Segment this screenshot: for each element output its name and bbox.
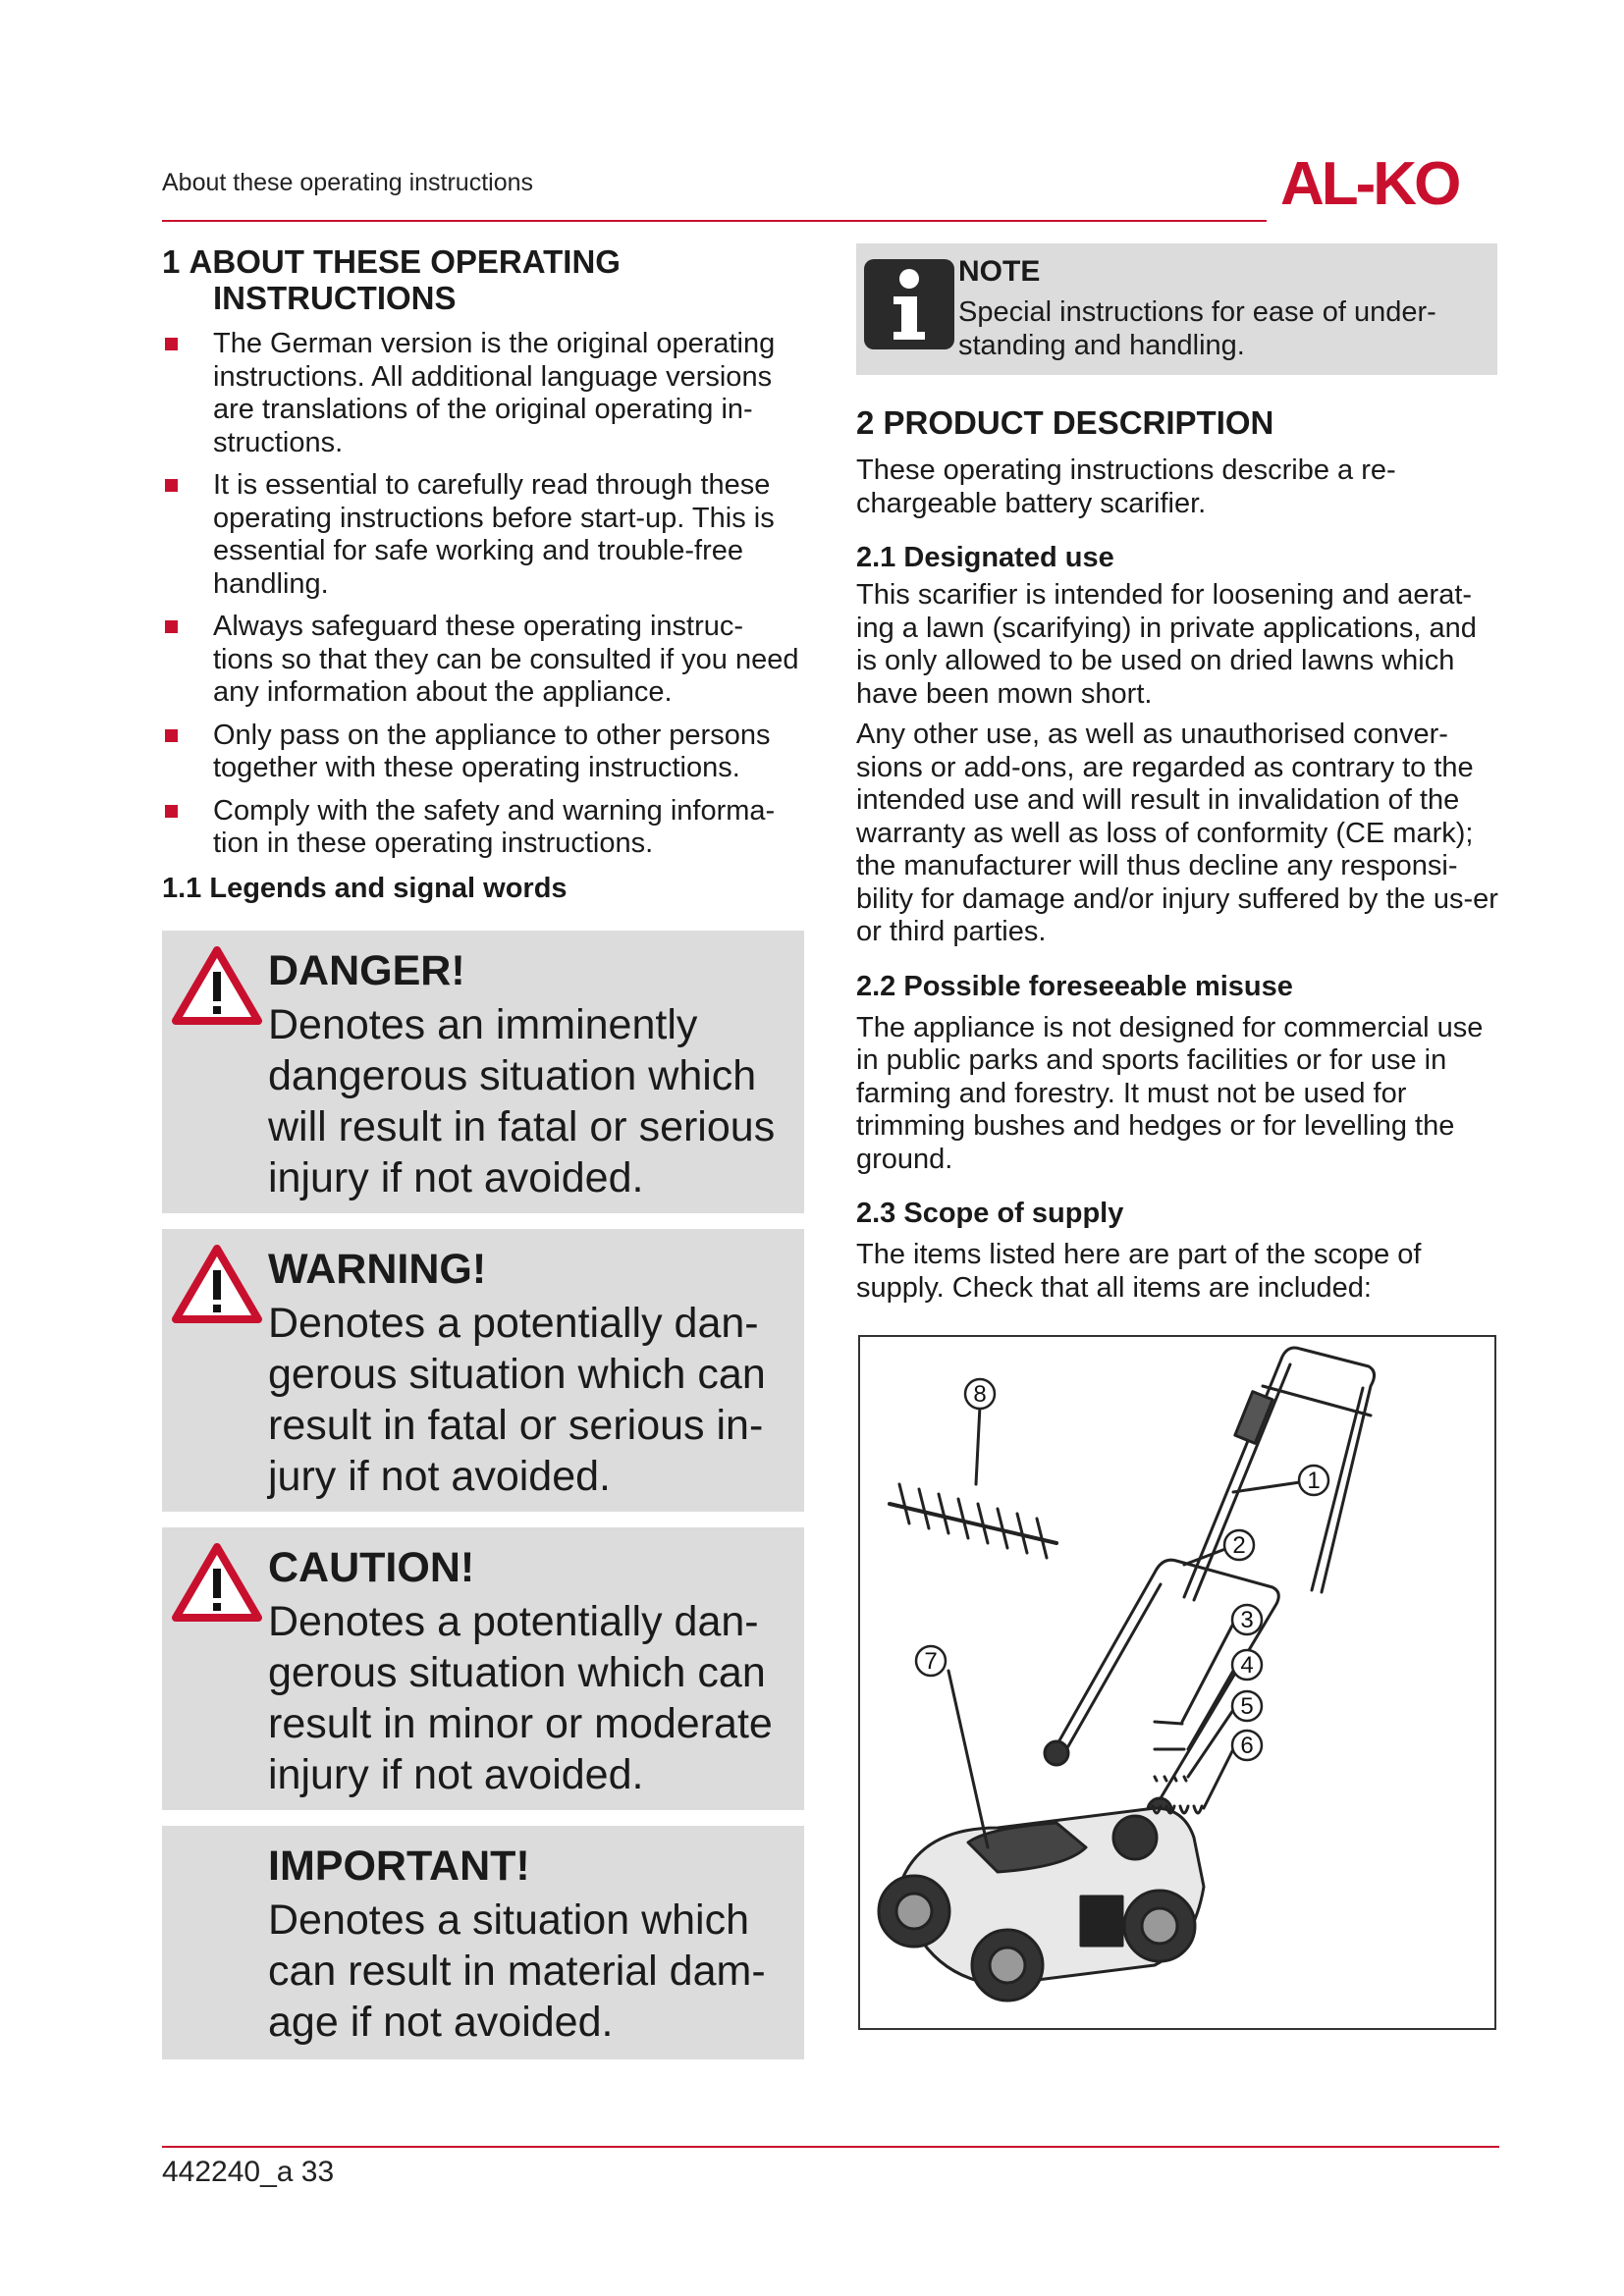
- warning-triangle-icon: [172, 1243, 262, 1325]
- callout-1: [1299, 1466, 1328, 1495]
- warning-triangle-icon: [172, 944, 262, 1027]
- note-box: [856, 243, 1497, 375]
- left-column: [162, 243, 802, 906]
- info-icon: [864, 259, 954, 349]
- caution-text: Denotes a potentially dan-gerous situation which can result in minor or moderate injury if not avoided.: [268, 1598, 773, 1798]
- bullet-square-icon: [165, 338, 178, 350]
- svg-text:6: 6: [1240, 1733, 1254, 1759]
- callout-5: [1232, 1691, 1262, 1721]
- callout-8: [965, 1379, 995, 1409]
- warning-title: WARNING!: [268, 1246, 487, 1293]
- note-title: NOTE: [958, 255, 1041, 288]
- bullet-square-icon: [165, 620, 178, 633]
- section2-1-paragraph2: Any other use, as well as unauthorised conver-sions or add-ons, are regarded as contrary to the intended use and will result in invalidation of the warranty as well as loss of conformity (CE mark); the manufacturer will thus decline any responsi-bility for damage and/or injury suffered by the us-er or third parties.: [856, 719, 1498, 947]
- svg-text:2: 2: [1232, 1532, 1246, 1559]
- danger-title: DANGER!: [268, 947, 465, 994]
- note-text: Special instructions for ease of under-standing and handling.: [958, 296, 1436, 361]
- important-title: IMPORTANT!: [268, 1842, 530, 1890]
- list-item: Only pass on the appliance to other persons together with these operating instructions.: [162, 720, 802, 785]
- warning-text: Denotes a potentially dan-gerous situation which can result in fatal or serious in-jury if not avoided.: [268, 1300, 766, 1500]
- callout-3: [1232, 1605, 1262, 1634]
- bullet-square-icon: [165, 479, 178, 492]
- bullet-square-icon: [165, 729, 178, 742]
- section1-1-heading: 1.1 Legends and signal words: [162, 872, 568, 904]
- right-column: [856, 404, 1499, 1305]
- section2-heading: 2 PRODUCT DESCRIPTION: [856, 404, 1274, 441]
- list-item: Always safeguard these operating instruc-tions so that they can be consulted if you need any information about the appliance.: [162, 611, 802, 710]
- running-header: About these operating instructions: [162, 169, 534, 196]
- section2-1-paragraph1: This scarifier is intended for loosening and aerat-ing a lawn (scarifying) in private applications, and is only allowed to be used on dried lawns which have been mown short.: [856, 579, 1477, 710]
- bullet-square-icon: [165, 805, 178, 818]
- list-item: The German version is the original operating instructions. All additional language versions are translations of the original operating in-structions.: [162, 328, 802, 459]
- scarifier-parts-illustration: [860, 1337, 1494, 2028]
- important-box: [162, 1826, 804, 2059]
- section2-3-heading: 2.3 Scope of supply: [856, 1198, 1124, 1229]
- svg-text:AL-KO: AL-KO: [1280, 153, 1459, 212]
- svg-text:3: 3: [1240, 1607, 1254, 1633]
- alko-logo: [1280, 153, 1498, 212]
- callout-2: [1224, 1530, 1254, 1560]
- svg-text:4: 4: [1240, 1652, 1254, 1679]
- danger-text: Denotes an imminently dangerous situation which will result in fatal or serious injury if not avoided.: [268, 1001, 776, 1201]
- important-text: Denotes a situation which can result in material dam-age if not avoided.: [268, 1896, 766, 2046]
- section2-1-heading: 2.1 Designated use: [856, 542, 1114, 573]
- caution-title: CAUTION!: [268, 1544, 475, 1591]
- svg-text:8: 8: [973, 1381, 987, 1408]
- svg-text:7: 7: [924, 1648, 938, 1675]
- caution-box: [162, 1527, 804, 1810]
- list-item: Comply with the safety and warning informa-tion in these operating instructions.: [162, 795, 802, 861]
- footer-divider: [162, 2146, 1499, 2148]
- list-item: It is essential to carefully read through these operating instructions before start-up. This is essential for safe working and trouble-free handling.: [162, 469, 802, 601]
- section2-2-paragraph: The appliance is not designed for commercial use in public parks and sports facilities or for use in farming and forestry. It must not be used for trimming bushes and hedges or for levelling the ground.: [856, 1011, 1484, 1175]
- warning-box: [162, 1229, 804, 1512]
- callout-6: [1232, 1731, 1262, 1760]
- svg-text:5: 5: [1240, 1693, 1254, 1720]
- section2-2-heading: 2.2 Possible foreseeable misuse: [856, 970, 1293, 1002]
- svg-text:1: 1: [1307, 1468, 1321, 1494]
- danger-box: [162, 931, 804, 1213]
- section1-heading: 1 ABOUT THESE OPERATING INSTRUCTIONS: [162, 243, 621, 316]
- page-number: 442240_a 33: [162, 2156, 335, 2188]
- callout-4: [1232, 1650, 1262, 1680]
- section2-3-paragraph: The items listed here are part of the scope of supply. Check that all items are included:: [856, 1239, 1422, 1304]
- scope-of-supply-figure: [858, 1335, 1496, 2030]
- callout-7: [916, 1646, 946, 1676]
- instruction-bullets: [162, 328, 802, 861]
- warning-triangle-icon: [172, 1541, 262, 1624]
- section2-intro: These operating instructions describe a re-chargeable battery scarifier.: [856, 454, 1396, 519]
- header-divider: [162, 220, 1267, 222]
